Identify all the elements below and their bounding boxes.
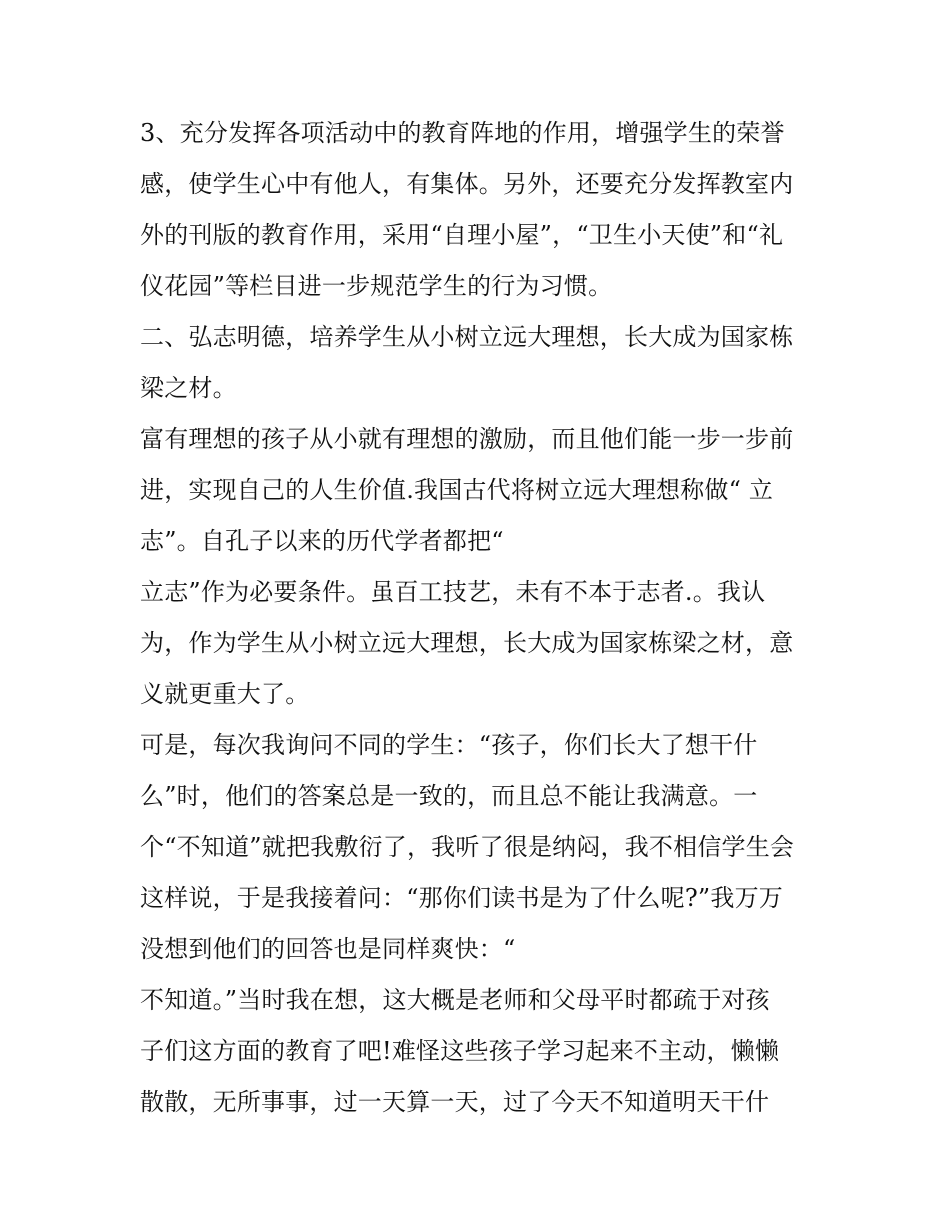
text-line: 感，使学生心中有他人，有集体。另外，还要充分发挥教室内 (140, 170, 794, 198)
text-line: 这样说，于是我接着问：“那你们读书是为了什么呢?”我万万 (140, 884, 784, 912)
text-line: 仪花园”等栏目进一步规范学生的行为习惯。 (140, 272, 613, 300)
text-line: 富有理想的孩子从小就有理想的激励，而且他们能一步一步前 (140, 425, 794, 453)
text-line: 散散，无所事事，过一天算一天，过了今天不知道明天干什 (140, 1088, 770, 1116)
text-line: 进，实现自己的人生价值.我国古代将树立远大理想称做“ 立 (140, 476, 774, 504)
text-line: 个“不知道”就把我敷衍了，我听了很是纳闷，我不相信学生会 (140, 833, 795, 861)
text-line: 没想到他们的回答也是同样爽快：“ (140, 935, 516, 963)
text-line: 外的刊版的教育作用，采用“自理小屋”，“卫生小天使”和“礼 (140, 221, 784, 249)
text-line: 志”。自孔子以来的历代学者都把“ (140, 527, 504, 555)
text-line: 么”时，他们的答案总是一致的，而且总不能让我满意。一 (140, 782, 758, 810)
text-line: 二、弘志明德，培养学生从小树立远大理想，长大成为国家栋 (140, 323, 794, 351)
text-line: 为，作为学生从小树立远大理想，长大成为国家栋梁之材，意 (140, 629, 794, 657)
text-line: 子们这方面的教育了吧!难怪这些孩子学习起来不主动，懒懒 (140, 1037, 780, 1065)
text-line: 不知道。”当时我在想，这大概是老师和父母平时都疏于对孩 (140, 986, 770, 1014)
body-text (140, 108, 830, 1128)
text-line: 3、充分发挥各项活动中的教育阵地的作用，增强学生的荣誉 (140, 119, 785, 147)
text-line: 梁之材。 (140, 374, 237, 402)
text-line: 可是，每次我询问不同的学生：“孩子，你们长大了想干什 (140, 731, 758, 759)
text-line: 立志”作为必要条件。虽百工技艺，未有不本于志者.。我认 (140, 578, 766, 606)
text-line: 义就更重大了。 (140, 680, 310, 708)
